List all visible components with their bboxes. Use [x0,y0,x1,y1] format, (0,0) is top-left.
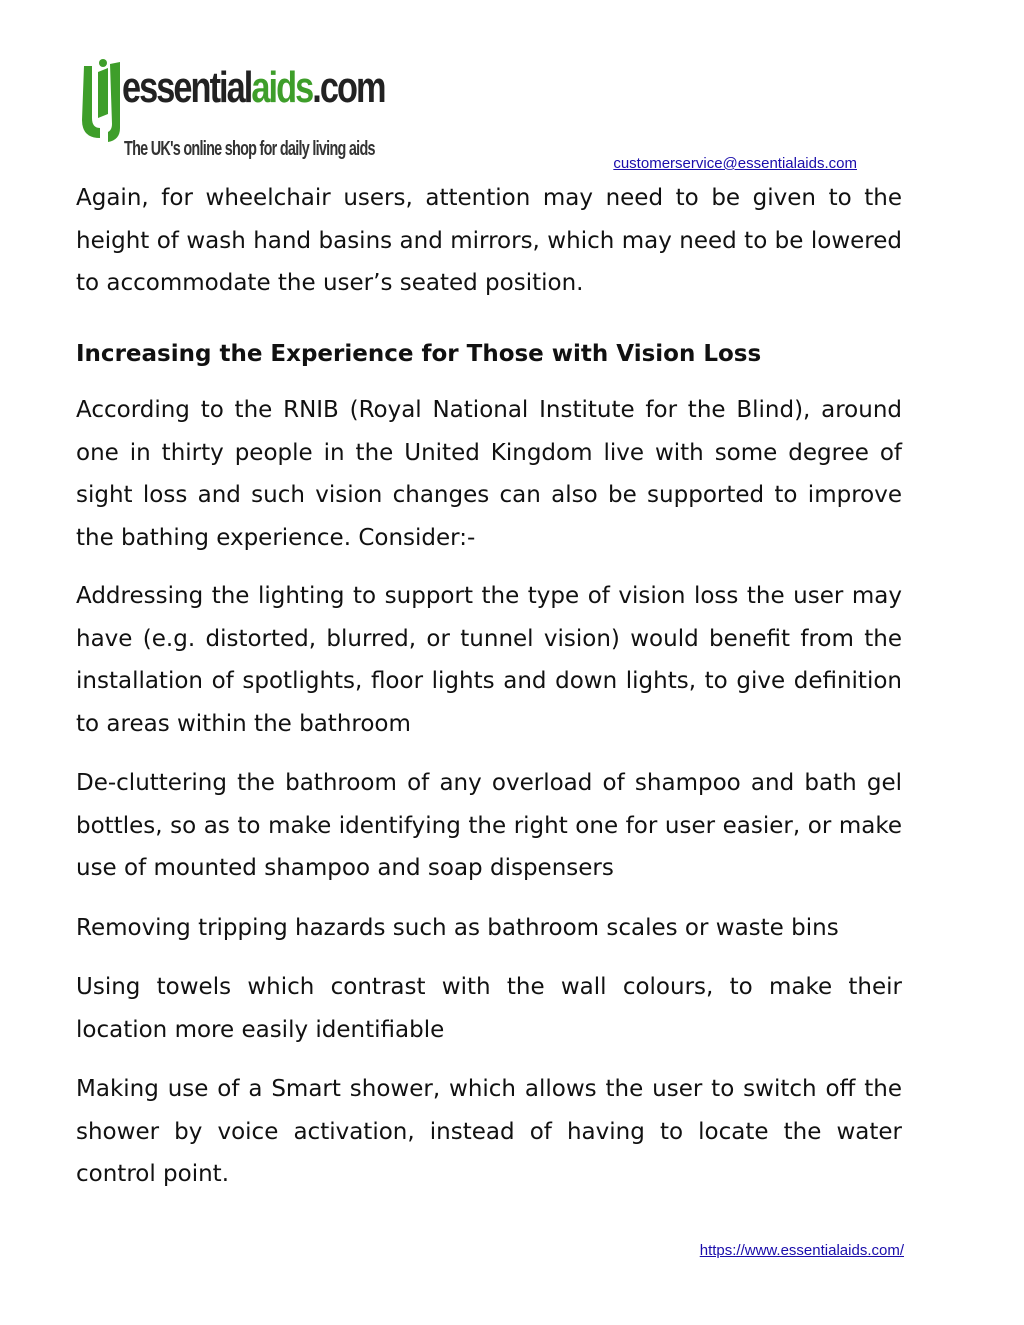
wheelchair-user-logo-icon [78,58,122,148]
site-logo [78,58,385,168]
logo-wordmark [122,63,385,112]
logo-word-aids: aids [251,63,313,112]
article-body [76,177,902,1213]
email-link[interactable]: customerservice@essentialaids.com [613,155,857,172]
logo-word-essential: essential [122,63,252,112]
intro-paragraph: According to the RNIB (Royal National Institute for the Blind), around one in thirty people in the United Kingdom live with some degree of sight loss and such vision changes can also be supported to improve the bathing experience. Consider:- [76,397,902,551]
section-heading: Increasing the Experience for Those with Vision Loss [76,340,762,367]
list-item: De-cluttering the bathroom of any overload of shampoo and bath gel bottles, so as to make identifying the right one for user easier, or make use of mounted shampoo and soap dispensers [76,770,902,881]
logo-word-com: .com [312,63,385,112]
list-item: Removing tripping hazards such as bathroom scales or waste bins [76,914,839,941]
logo-tagline: The UK's online shop for daily living aids [124,138,375,160]
list-item: Making use of a Smart shower, which allows the user to switch off the shower by voice activation, instead of having to locate the water control point. [76,1076,902,1187]
wheelchair-paragraph: Again, for wheelchair users, attention may need to be given to the height of wash hand basins and mirrors, which may need to be lowered to accommodate the user’s seated position. [76,185,902,296]
list-item: Using towels which contrast with the wall colours, to make their location more easily identifiable [76,974,902,1043]
list-item: Addressing the lighting to support the type of vision loss the user may have (e.g. distorted, blurred, or tunnel vision) would benefit from the installation of spotlights, floor lights and down lights, to give definition to areas within the bathroom [76,583,902,737]
website-link[interactable]: https://www.essentialaids.com/ [699,1242,904,1259]
